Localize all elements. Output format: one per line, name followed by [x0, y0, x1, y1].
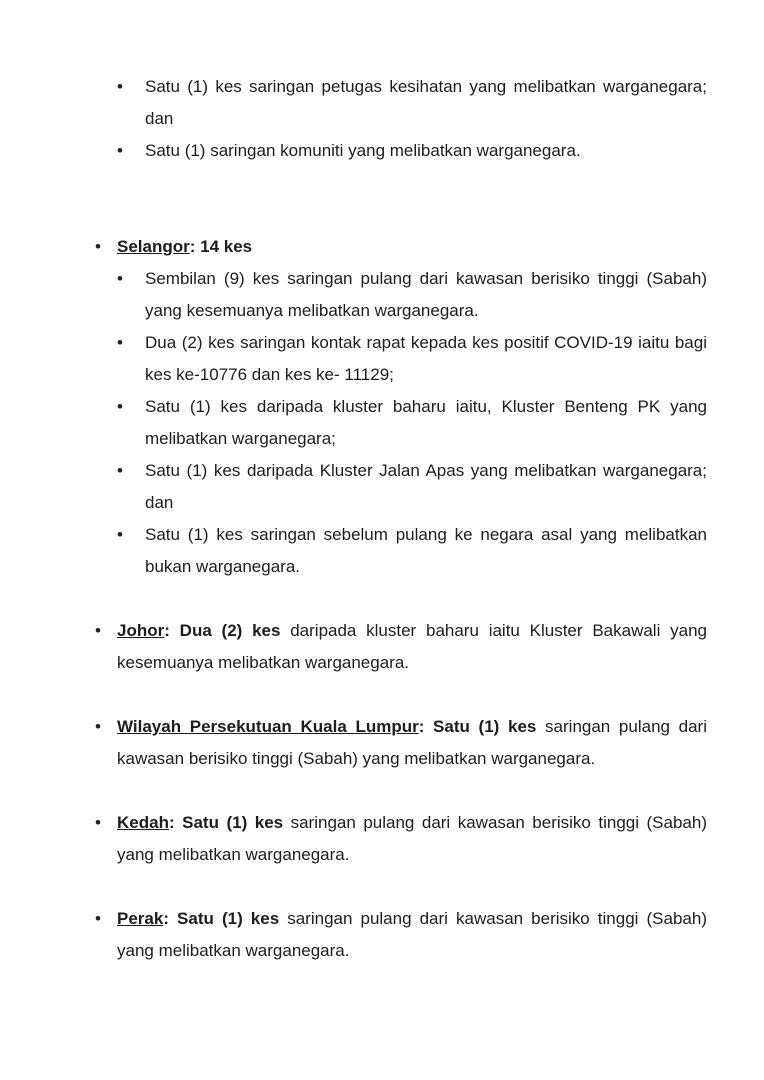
bullet-marker-icon: • [95, 717, 101, 736]
list-item-text [145, 327, 707, 391]
text-run: saringan pulang dari kawasan berisiko tinggi (Sabah) yang melibatkan warganegara. [117, 717, 707, 768]
bullet-marker-icon: • [117, 333, 123, 352]
bullet-marker-icon: • [95, 237, 101, 256]
text-run: Johor [117, 621, 165, 640]
list-item [117, 71, 707, 135]
list-item-text [145, 135, 707, 167]
list-item-text [145, 455, 707, 519]
text-run: Satu (1) kes daripada kluster baharu iaitu, Kluster Benteng PK yang melibatkan warganegara; [145, 397, 707, 448]
list-item-text [117, 711, 707, 775]
text-run: Satu (1) kes saringan petugas kesihatan yang melibatkan warganegara; dan [145, 77, 707, 128]
list-item [95, 711, 707, 775]
text-run: : Satu (1) kes [418, 717, 537, 736]
bullet-marker-icon: • [117, 269, 123, 288]
text-run: Satu (1) saringan komuniti yang melibatkan warganegara. [145, 141, 581, 160]
list-item-text [117, 903, 707, 967]
list-item [117, 135, 707, 167]
document-content [95, 71, 707, 967]
list-item-text [117, 807, 707, 871]
list-item [117, 519, 707, 583]
list-item [95, 807, 707, 871]
list-item [95, 615, 707, 679]
list-item-text [145, 519, 707, 583]
text-run: : Dua (2) kes [164, 621, 281, 640]
list-item [95, 231, 707, 263]
bullet-marker-icon: • [117, 397, 123, 416]
text-run: Dua (2) kes saringan kontak rapat kepada kes positif COVID-19 iaitu bagi kes ke-10776 dan kes ke- 11129; [145, 333, 707, 384]
bullet-marker-icon: • [95, 909, 101, 928]
text-run: : Satu (1) kes [168, 813, 284, 832]
text-run: Satu (1) kes saringan sebelum pulang ke negara asal yang melibatkan bukan warganegara. [145, 525, 707, 576]
list-item [117, 455, 707, 519]
text-run: daripada kluster baharu iaitu Kluster Bakawali yang kesemuanya melibatkan warganegara. [117, 621, 707, 672]
bullet-marker-icon: • [117, 77, 123, 96]
text-run: saringan pulang dari kawasan berisiko tinggi (Sabah) yang melibatkan warganegara. [117, 909, 707, 960]
bullet-marker-icon: • [95, 621, 101, 640]
text-run: Wilayah Persekutuan Kuala Lumpur [117, 717, 419, 736]
text-run: : 14 kes [189, 237, 253, 256]
bullet-marker-icon: • [117, 461, 123, 480]
list-item [117, 327, 707, 391]
bullet-marker-icon: • [117, 141, 123, 160]
bullet-marker-icon: • [117, 525, 123, 544]
list-item [117, 263, 707, 327]
text-run: Perak [117, 909, 164, 928]
list-item [117, 391, 707, 455]
text-run: saringan pulang dari kawasan berisiko tinggi (Sabah) yang melibatkan warganegara. [117, 813, 707, 864]
list-item-text [145, 71, 707, 135]
list-item [95, 903, 707, 967]
text-run: Selangor [117, 237, 190, 256]
list-item-text [145, 263, 707, 327]
list-item-text [145, 391, 707, 455]
text-run: Kedah [117, 813, 169, 832]
list-item-text [117, 615, 707, 679]
bullet-marker-icon: • [95, 813, 101, 832]
text-run: Satu (1) kes daripada Kluster Jalan Apas yang melibatkan warganegara; dan [145, 461, 707, 512]
text-run: Sembilan (9) kes saringan pulang dari kawasan berisiko tinggi (Sabah) yang kesemuanya melibatkan warganegara. [145, 269, 707, 320]
list-item-text [117, 231, 707, 263]
text-run: : Satu (1) kes [163, 909, 280, 928]
